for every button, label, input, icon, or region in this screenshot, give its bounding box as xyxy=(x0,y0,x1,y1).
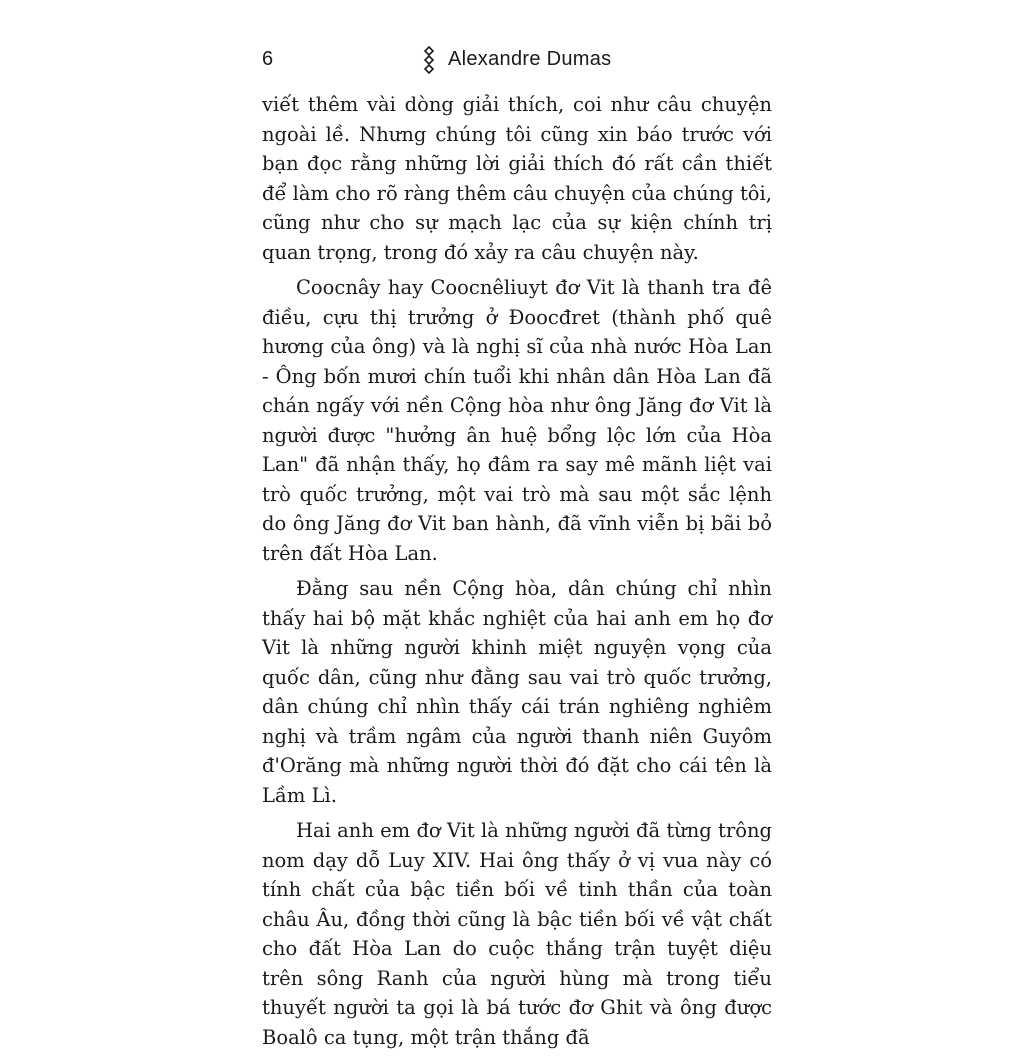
page-number: 6 xyxy=(262,48,274,70)
paragraph: Đằng sau nền Cộng hòa, dân chúng chỉ nhìn thấy hai bộ mặt khắc nghiệt của hai anh em họ đơ Vit là những người khinh miệt nguyện vọng của quốc dân, cũng như đằng sau vai trò quốc trưởng, dân chúng chỉ nhìn thấy cái trán nghiêng nghiêm nghị và trầm ngâm của người thanh niên Guyôm đ'Orăng mà những người thời đó đặt cho cái tên là Lầm Lì. xyxy=(262,577,772,807)
body-text xyxy=(262,90,772,1058)
running-header xyxy=(262,46,772,76)
paragraph: viết thêm vài dòng giải thích, coi như câu chuyện ngoài lề. Nhưng chúng tôi cũng xin báo trước với bạn đọc rằng những lời giải thích đó rất cần thiết để làm cho rõ ràng thêm câu chuyện của chúng tôi, cũng như cho sự mạch lạc của sự kiện chính trị quan trọng, trong đó xảy ra câu chuyện này. xyxy=(262,93,772,264)
ornament-icon xyxy=(422,46,436,74)
paragraph: Hai anh em đơ Vit là những người đã từng trông nom dạy dỗ Luy XIV. Hai ông thấy ở vị vua này có tính chất của bậc tiền bối về tinh thần của toàn châu Âu, đồng thời cũng là bậc tiền bối về vật chất cho đất Hòa Lan do cuộc thắng trận tuyệt diệu trên sông Ranh của người hùng mà trong tiểu thuyết người ta gọi là bá tước đơ Ghit và ông được Boalô ca tụng, một trận thắng đã xyxy=(262,819,772,1049)
paragraph: Coocnây hay Coocnêliuyt đơ Vit là thanh tra đê điều, cựu thị trưởng ở Đoocđret (thành phố quê hương của ông) và là nghị sĩ của nhà nước Hòa Lan - Ông bốn mươi chín tuổi khi nhân dân Hòa Lan đã chán ngấy với nền Cộng hòa như ông Jăng đơ Vit là người được "hưởng ân huệ bổng lộc lớn của Hòa Lan" đã nhận thấy, họ đâm ra say mê mãnh liệt vai trò quốc trưởng, một vai trò mà sau một sắc lệnh do ông Jăng đơ Vit ban hành, đã vĩnh viễn bị bãi bỏ trên đất Hòa Lan. xyxy=(262,276,772,565)
author-name: Alexandre Dumas xyxy=(448,48,612,70)
